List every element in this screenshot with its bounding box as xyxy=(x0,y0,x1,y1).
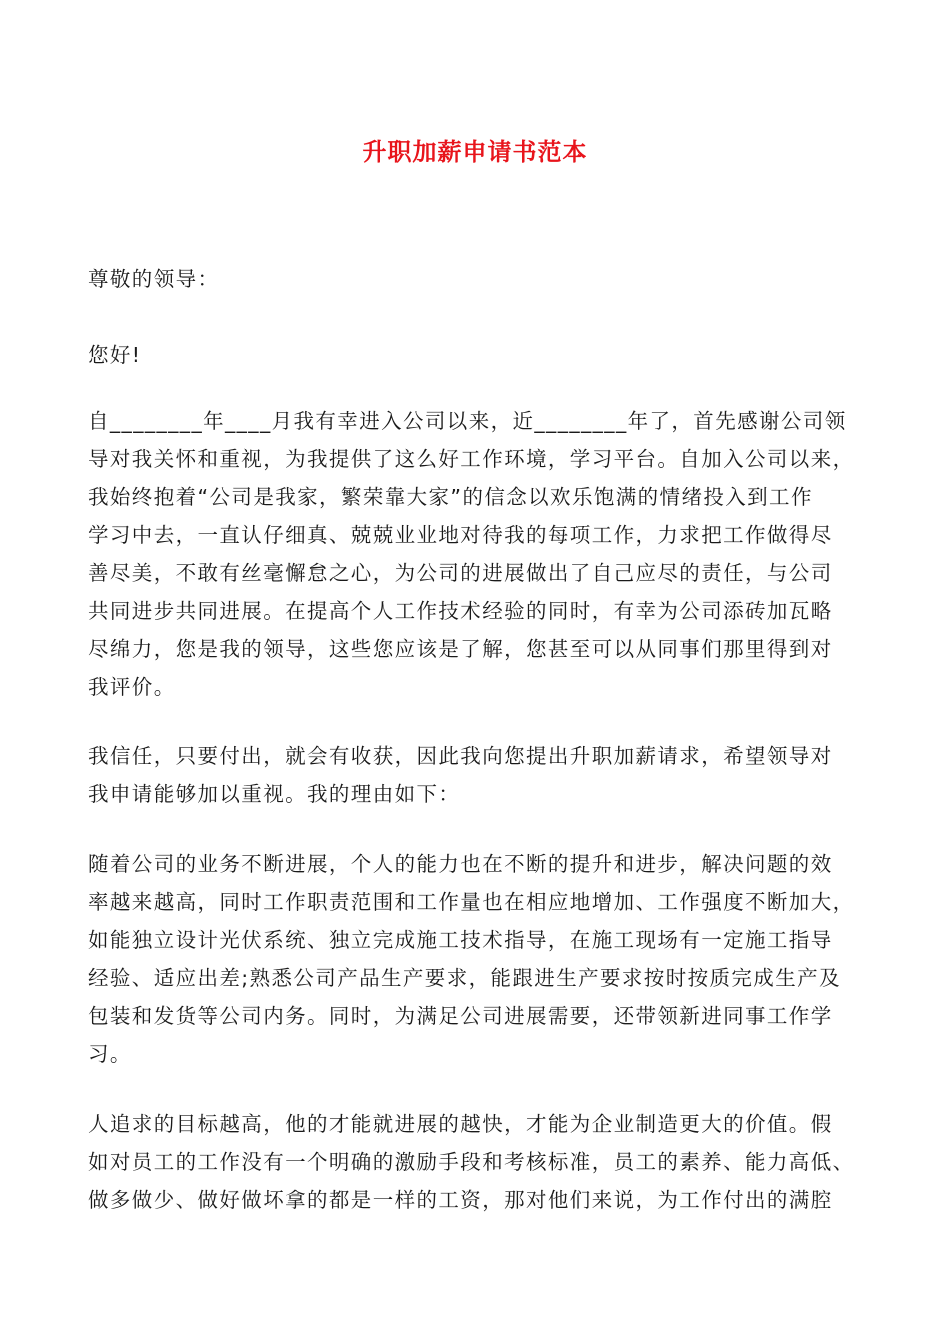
paragraph-line: 学习中去，一直认仔细真、兢兢业业地对待我的每项工作，力求把工作做得尽 xyxy=(88,523,833,547)
paragraph-line: 我评价。 xyxy=(88,675,176,699)
paragraph-1 xyxy=(88,402,880,706)
paragraph-line: 包装和发货等公司内务。同时，为满足公司进展需要，还带领新进同事工作学 xyxy=(88,1004,833,1028)
paragraph-3 xyxy=(88,845,880,1073)
paragraph-4 xyxy=(88,1105,880,1219)
salutation-text: 尊敬的领导： xyxy=(88,267,220,291)
paragraph-2 xyxy=(88,737,880,813)
paragraph-line: 率越来越高，同时工作职责范围和工作量也在相应地增加、工作强度不断加大， xyxy=(88,890,855,914)
paragraph-line: 我信任，只要付出，就会有收获，因此我向您提出升职加薪请求，希望领导对 xyxy=(88,744,833,768)
paragraph-line: 如对员工的工作没有一个明确的激励手段和考核标准，员工的素养、能力高低、 xyxy=(88,1150,855,1174)
document-title: 升职加薪申请书范本 xyxy=(362,138,588,166)
paragraph-line: 人追求的目标越高，他的才能就进展的越快，才能为企业制造更大的价值。假 xyxy=(88,1112,833,1136)
paragraph-line: 如能独立设计光伏系统、独立完成施工技术指导，在施工现场有一定施工指导 xyxy=(88,928,833,952)
paragraph-line: 做多做少、做好做坏拿的都是一样的工资，那对他们来说，为工作付出的满腔 xyxy=(88,1188,833,1212)
salutation xyxy=(88,260,880,298)
paragraph-line: 尽绵力，您是我的领导，这些您应该是了解，您甚至可以从同事们那里得到对 xyxy=(88,637,833,661)
paragraph-line: 我申请能够加以重视。我的理由如下： xyxy=(88,782,461,806)
paragraph-line: 随着公司的业务不断进展，个人的能力也在不断的提升和进步，解决问题的效 xyxy=(88,852,833,876)
paragraph-line: 我始终抱着“公司是我家，繁荣靠大家”的信念以欢乐饱满的情绪投入到工作 xyxy=(88,485,813,509)
greeting xyxy=(88,336,880,374)
paragraph-line: 导对我关怀和重视，为我提供了这么好工作环境，学习平台。自加入公司以来， xyxy=(88,447,855,471)
paragraph-line: 善尽美，不敢有丝毫懈怠之心，为公司的进展做出了自己应尽的责任，与公司 xyxy=(88,561,833,585)
paragraph-line: 经验、适应出差;熟悉公司产品生产要求，能跟进生产要求按时按质完成生产及 xyxy=(88,966,841,990)
greeting-text: 您好! xyxy=(88,343,142,367)
paragraph-line: 自________年____月我有幸进入公司以来，近________年了，首先感谢公司领 xyxy=(88,409,847,433)
paragraph-line: 共同进步共同进展。在提高个人工作技术经验的同时，有幸为公司添砖加瓦略 xyxy=(88,599,833,623)
paragraph-line: 习。 xyxy=(88,1042,132,1066)
